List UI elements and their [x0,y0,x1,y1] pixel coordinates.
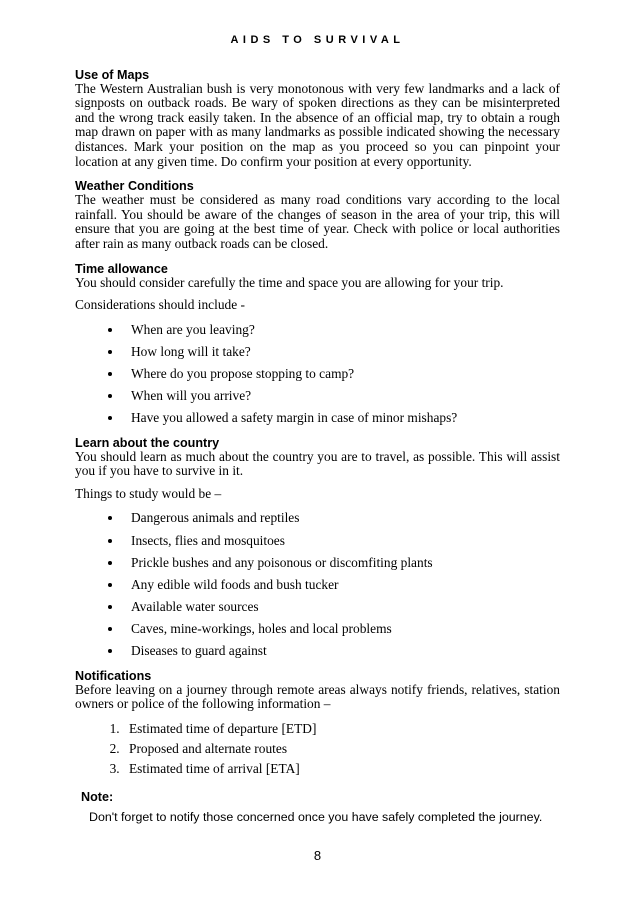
list-item: 3. Estimated time of arrival [ETA] [123,762,560,777]
section-paragraph: Before leaving on a journey through remote areas always notify friends, relatives, station owners or police of the following information – [75,681,560,712]
section-heading: Time allowance [75,261,168,276]
section-learn-about-country [75,436,560,659]
section-paragraph: The weather must be considered as many road conditions vary according to the local rainfall. You should be aware of the changes of season in the area of your trip, this will ensure that you are going at the best time of year. Check with police or local authorities after rain as many outback roads can be closed. [75,192,560,251]
section-heading: Learn about the country [75,435,220,450]
section-paragraph: You should learn as much about the country you are to travel, as possible. This will assist you if you have to survive in it. [75,448,560,479]
page-title: AIDS TO SURVIVAL [230,34,405,46]
list-intro: Things to study would be – [75,485,222,501]
list-item: • Where do you propose stopping to camp? [123,367,560,382]
section-weather-conditions [75,179,560,251]
note-heading: Note: [81,789,114,804]
section-paragraph: You should consider carefully the time and space you are allowing for your trip. [75,274,504,290]
page-number: 8 [313,848,322,864]
list-item: 2. Proposed and alternate routes [123,742,560,757]
list-item: • Available water sources [123,600,560,615]
section-notifications [75,669,560,777]
section-heading: Notifications [75,668,152,683]
things-to-study-bullet-list [75,511,560,658]
notifications-numbered-list [75,722,560,777]
note-body: Don't forget to notify those concerned once you have safely completed the journey. [89,810,543,825]
list-item: • Prickle bushes and any poisonous or discomfiting plants [123,556,560,571]
list-item: • When are you leaving? [123,323,560,338]
list-intro: Considerations should include - [75,297,245,313]
list-item: • Insects, flies and mosquitoes [123,534,560,549]
considerations-bullet-list [75,323,560,426]
list-item: • Have you allowed a safety margin in case of minor mishaps? [123,411,560,426]
list-item: • When will you arrive? [123,389,560,404]
list-item: • How long will it take? [123,345,560,360]
note-block [75,790,560,825]
section-heading: Weather Conditions [75,179,194,194]
list-item: • Any edible wild foods and bush tucker [123,578,560,593]
section-paragraph: The Western Australian bush is very monotonous with very few landmarks and a lack of signposts on outback roads. Be wary of spoken directions as they can be misinterpreted and the wrong track easily taken. In the absence of an official map, try to obtain a rough map drawn on paper with as many landmarks as possible indicated showing the necessary distances. Mark your position on the map as you proceed so you can pinpoint your location at any given time. Do confirm your position at every opportunity. [75,80,560,169]
section-use-of-maps [75,68,560,170]
list-item: 1. Estimated time of departure [ETD] [123,722,560,737]
list-item: • Diseases to guard against [123,644,560,659]
section-heading: Use of Maps [75,67,150,82]
section-time-allowance [75,262,560,426]
list-item: • Caves, mine-workings, holes and local problems [123,622,560,637]
list-item: • Dangerous animals and reptiles [123,511,560,526]
